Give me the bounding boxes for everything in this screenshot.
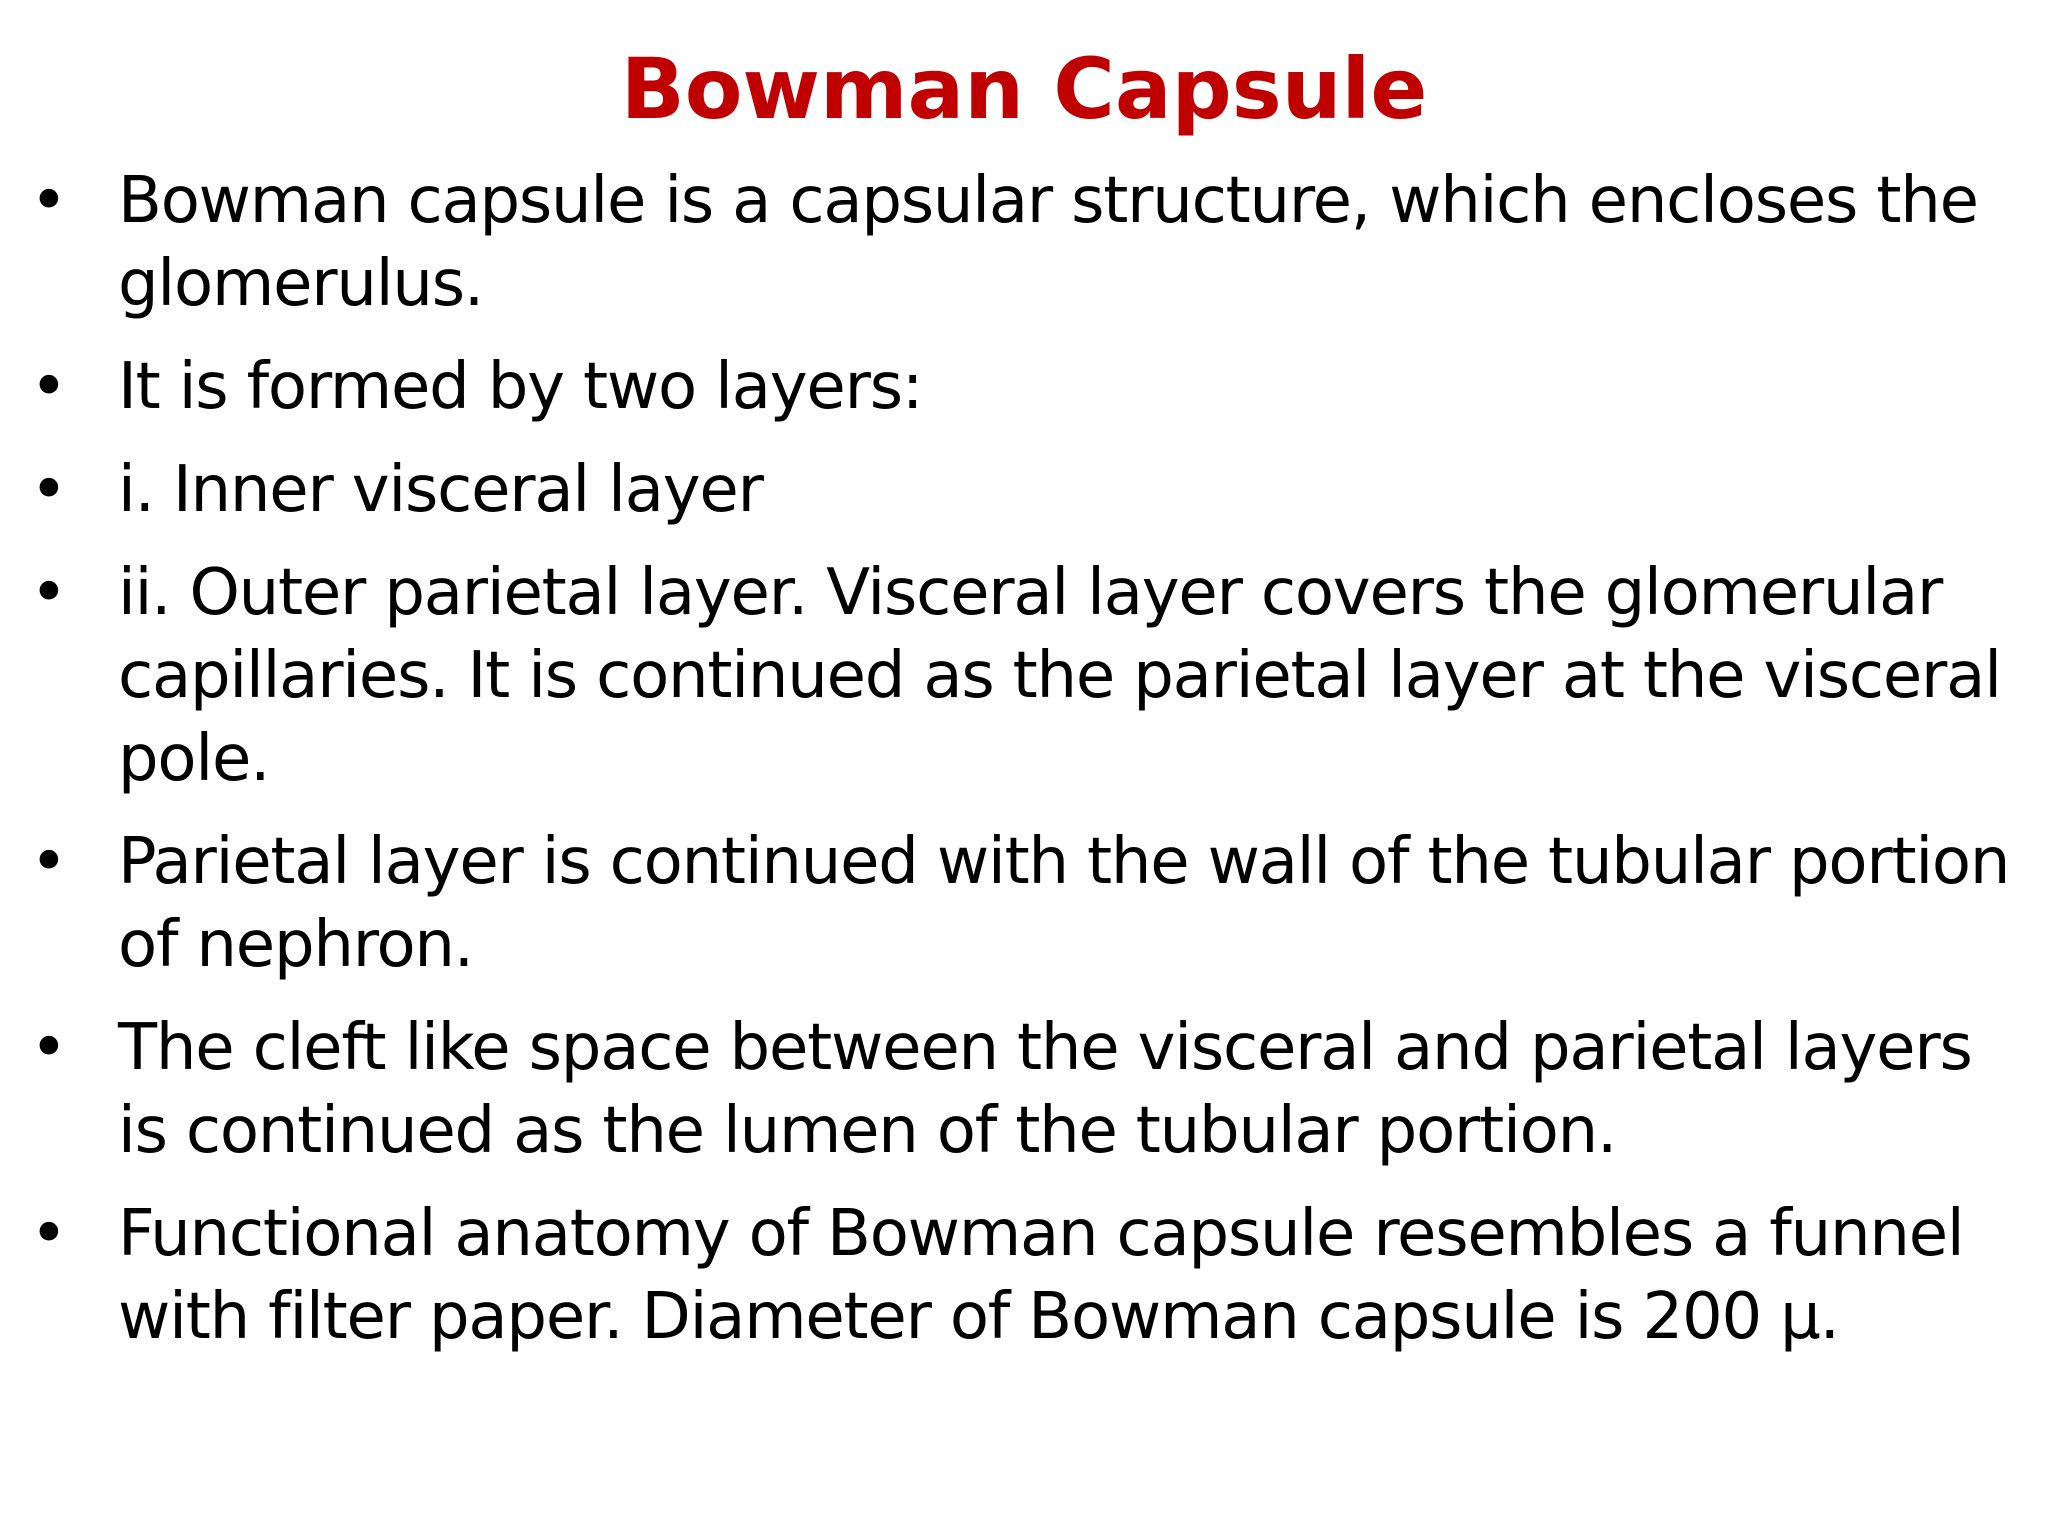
bullet-dot-icon: •	[30, 1011, 67, 1085]
bullet-item	[30, 449, 2020, 532]
bullet-text: The cleft like space between the visceral and parietal layers is continued as the lumen of the tubular portion.	[118, 1011, 1972, 1168]
bullet-dot-icon: •	[30, 556, 67, 630]
bullet-item	[30, 821, 2020, 987]
bullet-item	[30, 552, 2020, 801]
bullet-dot-icon: •	[30, 453, 67, 527]
bullet-text: Bowman capsule is a capsular structure, which encloses the glomerulus.	[118, 164, 1978, 321]
bullet-text: Functional anatomy of Bowman capsule resembles a funnel with filter paper. Diameter of Bowman capsule is 200 µ.	[118, 1197, 1964, 1354]
bullet-dot-icon: •	[30, 350, 67, 424]
bullet-text: ii. Outer parietal layer. Visceral layer covers the glomerular capillaries. It is continued as the parietal layer at the visceral pole.	[118, 556, 2001, 796]
bullet-text: Parietal layer is continued with the wall of the tubular portion of nephron.	[118, 825, 2010, 982]
slide-title: Bowman Capsule	[620, 40, 1428, 138]
bullet-dot-icon: •	[30, 1197, 67, 1271]
bullet-dot-icon: •	[30, 825, 67, 899]
bullet-list	[30, 160, 2020, 1379]
bullet-item	[30, 160, 2020, 326]
bullet-item	[30, 346, 2020, 429]
bullet-text: i. Inner visceral layer	[118, 453, 763, 527]
bullet-item	[30, 1193, 2020, 1359]
bullet-dot-icon: •	[30, 164, 67, 238]
bullet-item	[30, 1007, 2020, 1173]
bullet-text: It is formed by two layers:	[118, 350, 923, 424]
